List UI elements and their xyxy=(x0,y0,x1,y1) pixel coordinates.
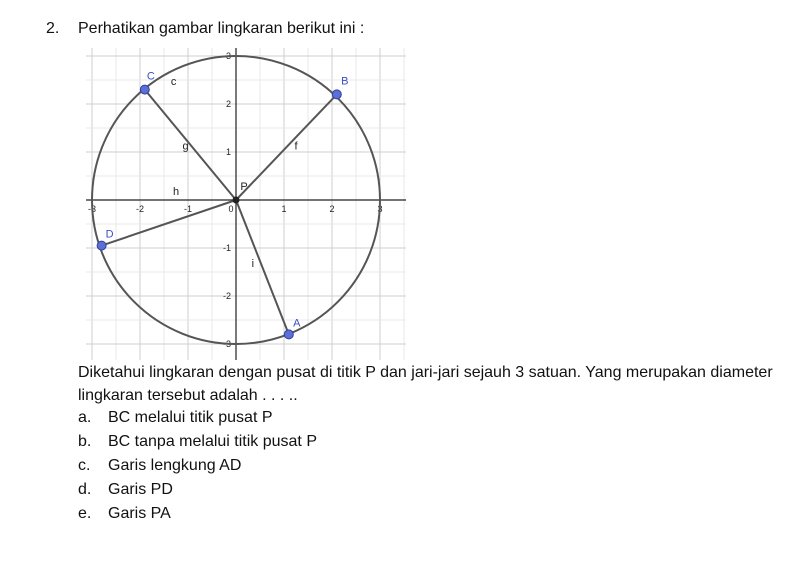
option-d-letter: d. xyxy=(78,481,92,498)
point-label-b: B xyxy=(341,75,349,88)
x-tick-label: 2 xyxy=(329,204,335,214)
option-c-letter: c. xyxy=(78,457,91,474)
option-c-text[interactable]: Garis lengkung AD xyxy=(108,457,242,474)
y-tick-label: 3 xyxy=(225,51,231,61)
segment-label-c: c xyxy=(170,75,177,88)
x-tick-label: -1 xyxy=(183,204,193,214)
x-tick-label: -3 xyxy=(87,204,97,214)
x-tick-label: -2 xyxy=(135,204,145,214)
segment-pb xyxy=(236,94,337,200)
segment-label-g: g xyxy=(182,140,189,153)
option-e-text[interactable]: Garis PA xyxy=(108,505,171,522)
x-tick-label: 0 xyxy=(228,204,234,214)
option-a-letter: a. xyxy=(78,409,92,426)
circle-figure xyxy=(86,48,406,360)
question-prompt: Perhatikan gambar lingkaran berikut ini : xyxy=(78,20,365,37)
x-tick-label: 3 xyxy=(377,204,383,214)
point-label-d: D xyxy=(105,228,114,241)
segment-pc xyxy=(145,90,236,200)
segment-label-i: i xyxy=(251,258,255,271)
point-b xyxy=(332,90,341,99)
point-p xyxy=(233,197,240,204)
option-d-text[interactable]: Garis PD xyxy=(108,481,173,498)
y-tick-label: -1 xyxy=(222,243,231,253)
point-label-p: P xyxy=(240,181,248,193)
option-a-text[interactable]: BC melalui titik pusat P xyxy=(108,409,273,426)
option-b-text[interactable]: BC tanpa melalui titik pusat P xyxy=(108,433,317,450)
point-d xyxy=(97,241,106,250)
segment-pd xyxy=(102,200,236,246)
y-tick-label: 1 xyxy=(225,147,231,157)
option-b-letter: b. xyxy=(78,433,92,450)
option-e-letter: e. xyxy=(78,505,92,522)
point-a xyxy=(284,330,293,339)
point-label-a: A xyxy=(293,317,301,330)
y-tick-label: 2 xyxy=(225,99,231,109)
question-number: 2. xyxy=(46,20,60,37)
axes xyxy=(86,48,406,360)
question-description: Diketahui lingkaran dengan pusat di titik P dan jari-jari sejauh 3 satuan. Yang merupakan diameter lingkaran tersebut adalah . . . .. xyxy=(78,364,773,404)
x-tick-labels xyxy=(88,204,383,214)
y-tick-label: -2 xyxy=(222,291,231,301)
segment-label-f: f xyxy=(294,140,298,153)
y-tick-label: -3 xyxy=(222,339,231,349)
grid xyxy=(86,48,406,360)
x-tick-label: 1 xyxy=(281,204,287,214)
point-c xyxy=(140,85,149,94)
segment-label-h: h xyxy=(172,186,180,199)
point-label-c: C xyxy=(146,70,155,83)
segment-pa xyxy=(236,200,289,334)
segment-labels xyxy=(171,76,299,270)
circle-graph xyxy=(86,48,406,360)
